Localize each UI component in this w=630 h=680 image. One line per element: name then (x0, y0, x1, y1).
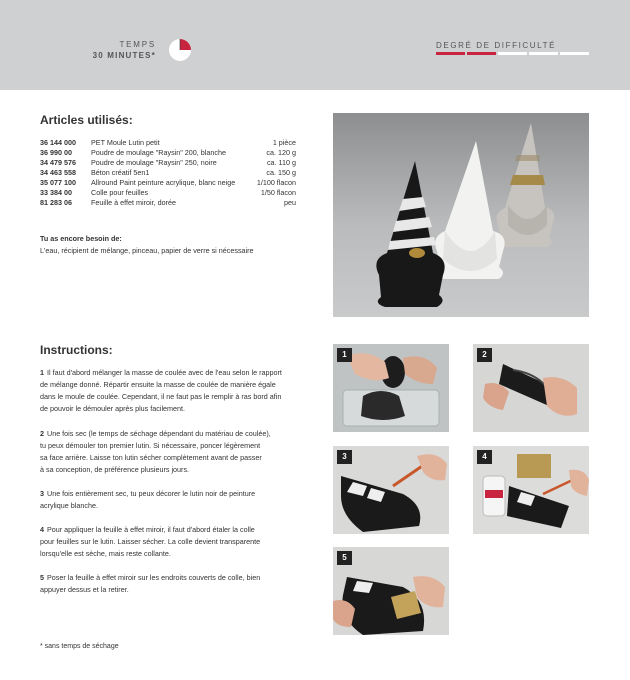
article-qty: ca. 150 g (266, 168, 296, 177)
difficulty-segment (436, 52, 465, 55)
step-text-line: tu peux démouler ton premier lutin. Si nécessaire, poncer légèrement (40, 441, 261, 450)
step-text-line: Il faut d'abord mélanger la masse de coulée avec de l'eau selon le rapport (47, 368, 282, 377)
step-text-line: dans le moule de coulée. Cependant, il ne faut pas le remplir à ras bord afin (40, 392, 282, 401)
step-text-line: de mélange donné. Répartir ensuite la masse de coulée de manière égale (40, 380, 276, 389)
difficulty-meter (436, 52, 589, 55)
article-qty: ca. 110 g (266, 158, 296, 167)
article-name: Poudre de moulage "Raysin" 200, blanche (91, 148, 226, 157)
instruction-step (40, 367, 290, 415)
step-text-line: sa face arrière. Laisse ton lutin sécher complètement avant de passer (40, 453, 262, 462)
step-badge: 5 (337, 551, 352, 565)
table-row (40, 178, 296, 188)
difficulty-segment (529, 52, 558, 55)
step-badge: 4 (477, 450, 492, 464)
gnomes-photo (333, 113, 589, 317)
step-badge: 2 (477, 348, 492, 362)
article-code: 33 384 00 (40, 188, 72, 197)
step-text-line: de pouvoir le démouler après plus facilement. (40, 404, 186, 413)
time-label: TEMPS (119, 40, 156, 49)
difficulty-segment (560, 52, 589, 55)
articles-title: Articles utilisés: (40, 113, 133, 127)
table-row (40, 148, 296, 158)
instruction-step (40, 488, 290, 512)
step-number: 4 (40, 525, 44, 534)
step-number: 5 (40, 573, 44, 582)
step-photo-3 (333, 446, 449, 534)
step-photo-5 (333, 547, 449, 635)
table-row (40, 168, 296, 178)
step-text-line: lorsqu'elle est sèche, mais reste collante. (40, 549, 171, 558)
article-qty: 1/100 flacon (256, 178, 296, 187)
time-label-block (60, 39, 156, 61)
instruction-step (40, 428, 290, 476)
article-qty: 1 pièce (272, 138, 296, 147)
article-code: 34 479 576 (40, 158, 76, 167)
footnote: * sans temps de séchage (40, 643, 119, 650)
article-code: 81 283 06 (40, 198, 72, 207)
step-text-line: Pour appliquer la feuille à effet miroir, il faut d'abord étaler la colle (47, 525, 255, 534)
step-text-line: acrylique blanche. (40, 501, 98, 510)
step-badge: 3 (337, 450, 352, 464)
step-photo-2 (473, 344, 589, 432)
clock-icon (168, 38, 192, 62)
article-name: Feuille à effet miroir, dorée (91, 198, 176, 207)
need-title: Tu as encore besoin de: (40, 234, 122, 243)
step-photo-1 (333, 344, 449, 432)
article-name: Colle pour feuilles (91, 188, 149, 197)
table-row (40, 138, 296, 148)
article-qty: peu (284, 198, 296, 207)
article-code: 34 463 558 (40, 168, 76, 177)
table-row (40, 188, 296, 198)
step-text-line: appuyer dessus et la retirer. (40, 585, 129, 594)
instructions-title: Instructions: (40, 343, 113, 357)
articles-table (40, 138, 296, 208)
step-badge: 1 (337, 348, 352, 362)
step-text-line: Une fois entièrement sec, tu peux décorer le lutin noir de peinture (47, 489, 256, 498)
difficulty-segment (498, 52, 527, 55)
article-qty: ca. 120 g (266, 148, 296, 157)
step-text-line: pour feuilles sur le lutin. Laisser sécher. La colle devient transparente (40, 537, 261, 546)
time-value: 30 MINUTES* (92, 51, 156, 60)
article-code: 35 077 100 (40, 178, 76, 187)
step-photo-4 (473, 446, 589, 534)
article-name: Allround Paint peinture acrylique, blanc neige (91, 178, 236, 187)
difficulty-segment (467, 52, 496, 55)
article-name: Béton créatif 5en1 (91, 168, 150, 177)
article-name: PET Moule Lutin petit (91, 138, 160, 147)
header-bar (0, 0, 630, 90)
step-text-line: Une fois sec (le temps de séchage dépendant du matériau de coulée), (47, 429, 271, 438)
step-text-line: Poser la feuille à effet miroir sur les endroits couverts de colle, bien (47, 573, 261, 582)
step-number: 2 (40, 429, 44, 438)
instruction-step (40, 572, 290, 596)
need-text: L'eau, récipient de mélange, pinceau, papier de verre si nécessaire (40, 246, 254, 255)
step-text-line: à sa conception, de préférence plusieurs jours. (40, 465, 190, 474)
article-name: Poudre de moulage "Raysin" 250, noire (91, 158, 217, 167)
step-number: 3 (40, 489, 44, 498)
difficulty-label: DEGRÉ DE DIFFICULTÉ (436, 41, 557, 50)
step-number: 1 (40, 368, 44, 377)
table-row (40, 198, 296, 208)
article-code: 36 144 000 (40, 138, 76, 147)
article-code: 36 990 00 (40, 148, 72, 157)
article-qty: 1/50 flacon (260, 188, 296, 197)
table-row (40, 158, 296, 168)
instruction-step (40, 524, 290, 560)
